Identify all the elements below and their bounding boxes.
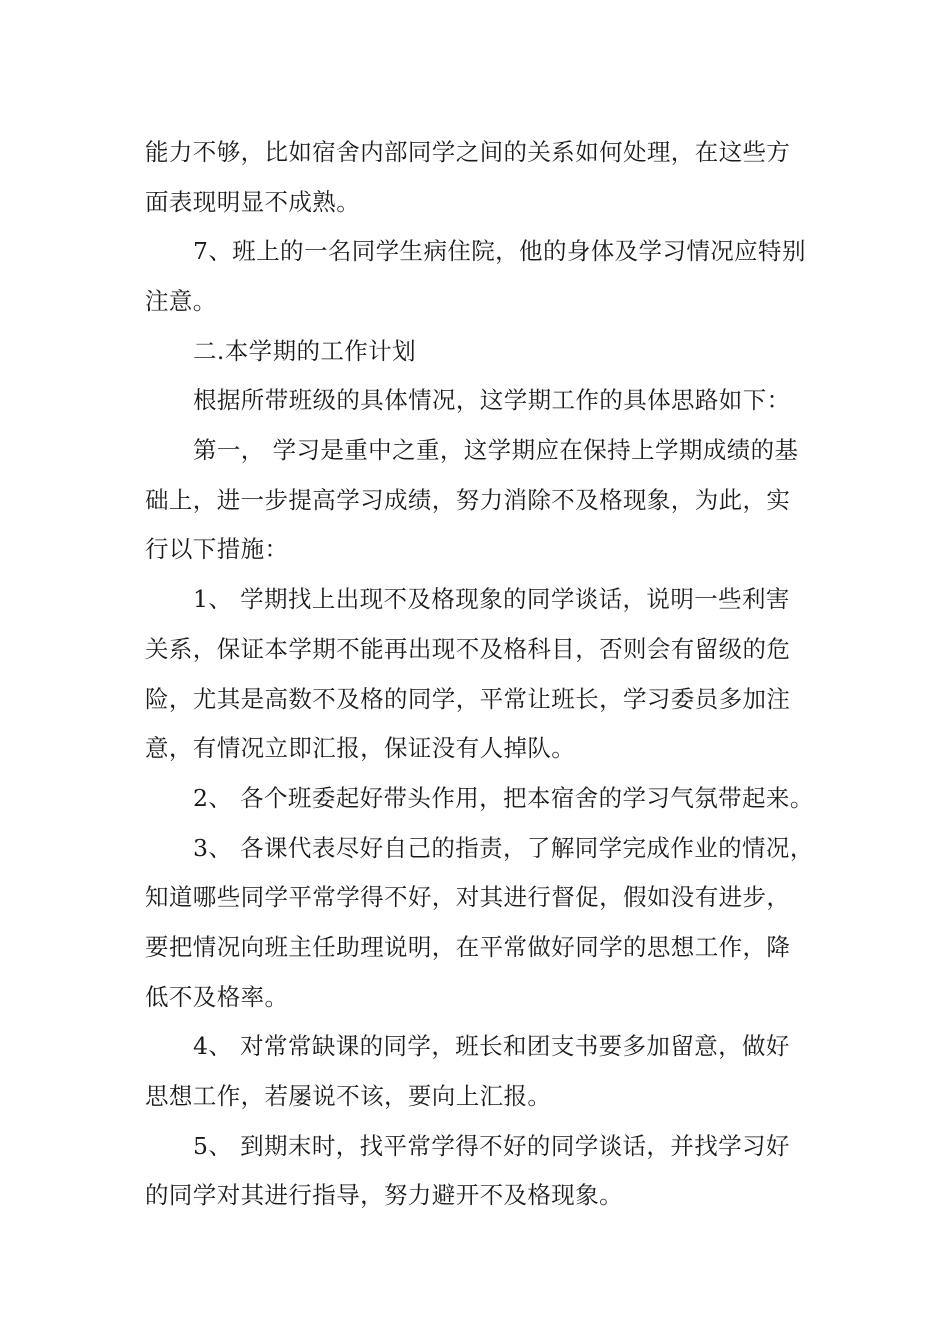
text-line: 5、 到期末时，找平常学得不好的同学谈话，并找学习好 <box>193 1132 790 1160</box>
text-line: 关系，保证本学期不能再出现不及格科目，否则会有留级的危 <box>145 635 791 663</box>
text-line: 2、 各个班委起好带头作用，把本宿舍的学习气氛带起来。 <box>193 784 814 812</box>
text-line: 意，有情况立即汇报，保证没有人掉队。 <box>145 734 576 762</box>
text-line: 4、 对常常缺课的同学，班长和团支书要多加留意，做好 <box>193 1032 790 1060</box>
text-line: 要把情况向班主任助理说明，在平常做好同学的思想工作，降 <box>145 933 791 961</box>
text-line: 险，尤其是高数不及格的同学，平常让班长，学习委员多加注 <box>145 685 791 713</box>
text-line: 行以下措施： <box>145 535 289 563</box>
text-line: 的同学对其进行指导，努力避开不及格现象。 <box>145 1181 623 1209</box>
text-line: 根据所带班级的具体情况，这学期工作的具体思路如下： <box>193 386 791 414</box>
text-line: 第一， 学习是重中之重，这学期应在保持上学期成绩的基 <box>193 436 799 464</box>
text-line: 3、 各课代表尽好自己的指责，了解同学完成作业的情况， <box>193 834 814 862</box>
section-heading: 二.本学期的工作计划 <box>193 337 416 365</box>
text-line: 知道哪些同学平常学得不好，对其进行督促，假如没有进步， <box>145 883 791 911</box>
text-line: 面表现明显不成熟。 <box>145 188 361 216</box>
text-line: 注意。 <box>145 287 217 315</box>
text-line: 础上，进一步提高学习成绩，努力消除不及格现象，为此，实 <box>145 486 791 514</box>
text-line: 7、班上的一名同学生病住院，他的身体及学习情况应特别 <box>193 237 806 265</box>
text-line: 思想工作，若屡说不该，要向上汇报。 <box>145 1082 552 1110</box>
text-line: 能力不够，比如宿舍内部同学之间的关系如何处理，在这些方 <box>145 138 791 166</box>
text-line: 低不及格率。 <box>145 983 289 1011</box>
text-line: 1、 学期找上出现不及格现象的同学谈话，说明一些利害 <box>193 585 790 613</box>
